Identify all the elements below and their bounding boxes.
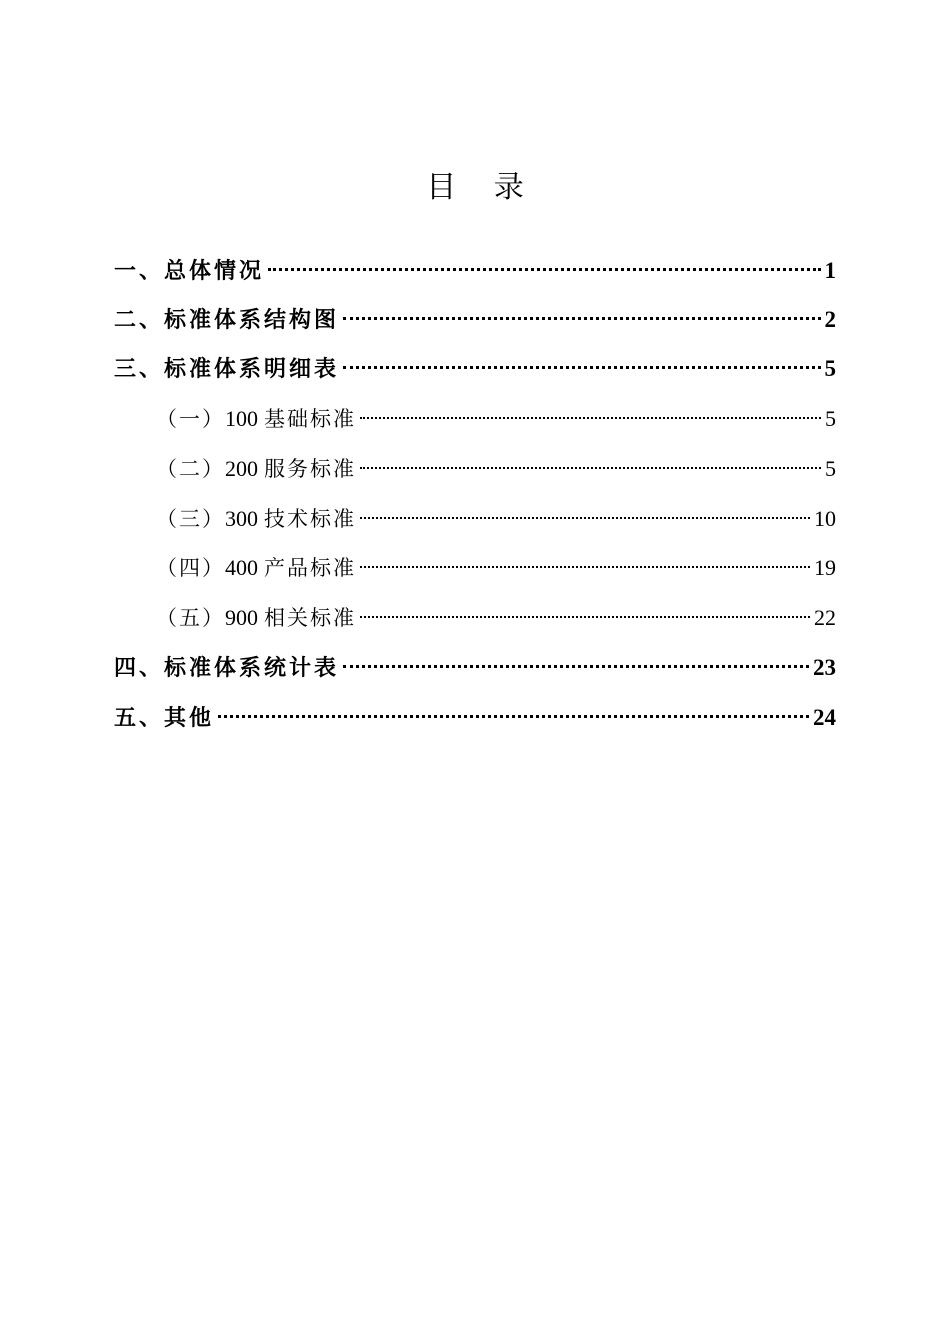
toc-entry-label: 一、总体情况 [114, 259, 265, 284]
toc-entry-label: 技术标准 [264, 507, 356, 531]
toc-entry-related-standards[interactable] [156, 595, 836, 630]
toc-entry-label: 服务标准 [264, 457, 356, 481]
toc-entry-basic-standards[interactable] [156, 396, 836, 431]
toc-entry-detail-table[interactable] [114, 346, 836, 382]
toc-entry-code: 400 [225, 555, 258, 580]
toc-entry-technical-standards[interactable] [156, 496, 836, 531]
toc-leader-dots [343, 346, 820, 376]
toc-page-number: 22 [814, 605, 836, 630]
toc-leader-dots [343, 297, 820, 327]
toc-entry-prefix: （三） [156, 507, 225, 531]
toc-entry-product-standards[interactable] [156, 545, 836, 580]
toc-entry-code: 300 [225, 506, 258, 531]
toc-page-number: 5 [825, 456, 836, 481]
toc-leader-dots [360, 396, 821, 426]
toc-page-number: 5 [824, 356, 836, 381]
toc-entry-statistics-table[interactable] [114, 645, 836, 681]
toc-entry-overview[interactable] [114, 248, 836, 284]
toc-entry-prefix: （一） [156, 407, 225, 431]
toc-entry-label: 三、标准体系明细表 [114, 357, 340, 382]
toc-entry-code: 100 [225, 406, 258, 431]
toc-entry-label: 产品标准 [264, 556, 356, 580]
toc-page-number: 2 [824, 307, 836, 332]
toc-page-number: 24 [813, 705, 836, 730]
toc-leader-dots [218, 695, 809, 725]
toc-page-number: 23 [813, 655, 836, 680]
toc-page-number: 10 [814, 506, 836, 531]
toc-entry-label: 五、其他 [114, 706, 215, 731]
toc-leader-dots [360, 446, 821, 476]
toc-leader-dots [360, 545, 810, 575]
toc-leader-dots [268, 248, 820, 278]
toc-entry-code: 200 [225, 456, 258, 481]
toc-entry-label: 四、标准体系统计表 [114, 656, 340, 681]
toc-entry-label: 相关标准 [264, 606, 356, 630]
toc-page-number: 1 [824, 258, 836, 283]
toc-entry-label: 二、标准体系结构图 [114, 308, 340, 333]
toc-page-number: 19 [814, 555, 836, 580]
toc-entry-other[interactable] [114, 695, 836, 731]
toc-entry-service-standards[interactable] [156, 446, 836, 481]
toc-entry-prefix: （二） [156, 457, 225, 481]
toc-entry-label: 基础标准 [264, 407, 356, 431]
toc-entry-prefix: （五） [156, 606, 225, 630]
toc-page-number: 5 [825, 406, 836, 431]
toc-entry-code: 900 [225, 605, 258, 630]
toc-entry-prefix: （四） [156, 556, 225, 580]
toc-leader-dots [343, 645, 809, 675]
toc-entry-structure-diagram[interactable] [114, 297, 836, 333]
page-title: 目 录 [426, 170, 538, 205]
toc-leader-dots [360, 496, 810, 526]
toc-leader-dots [360, 595, 810, 625]
